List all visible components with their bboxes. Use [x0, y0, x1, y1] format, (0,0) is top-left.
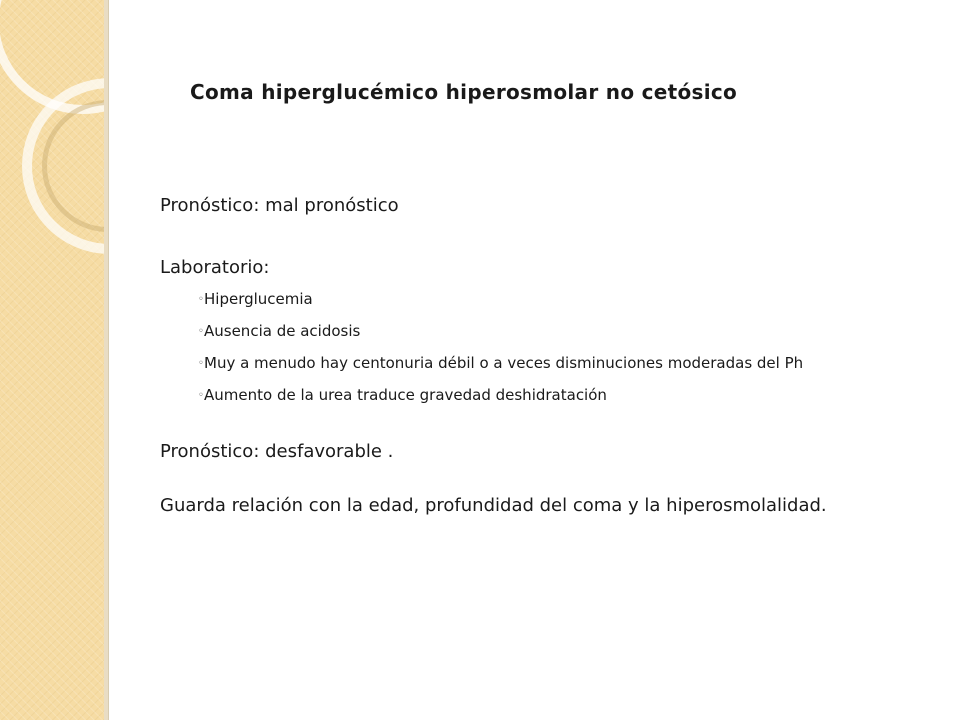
open-circle-bullet-icon: ◦ — [198, 326, 204, 337]
laboratory-list — [160, 290, 920, 404]
relation-line: Guarda relación con la edad, profundidad del coma y la hiperosmolalidad. — [160, 495, 827, 516]
slide-title: Coma hiperglucémico hiperosmolar no cetósico — [190, 80, 738, 104]
slide-body — [160, 194, 920, 518]
open-circle-bullet-icon: ◦ — [198, 358, 204, 369]
laboratory-section — [160, 256, 920, 404]
side-band-divider — [108, 0, 109, 720]
list-item — [160, 290, 920, 308]
open-circle-bullet-icon: ◦ — [198, 294, 204, 305]
list-item — [160, 354, 920, 372]
list-item-text: Aumento de la urea traduce gravedad deshidratación — [204, 386, 607, 404]
open-circle-bullet-icon: ◦ — [198, 390, 204, 401]
prognosis-line: Pronóstico: mal pronóstico — [160, 195, 399, 216]
list-item — [160, 322, 920, 340]
list-item-text: Hiperglucemia — [204, 290, 313, 308]
laboratory-heading: Laboratorio: — [160, 257, 270, 278]
list-item-text: Ausencia de acidosis — [204, 322, 361, 340]
list-item — [160, 386, 920, 404]
decorative-side-band — [0, 0, 104, 720]
list-item-text: Muy a menudo hay centonuria débil o a veces disminuciones moderadas del Ph — [204, 354, 804, 372]
prognosis-unfavorable-line: Pronóstico: desfavorable . — [160, 441, 394, 462]
